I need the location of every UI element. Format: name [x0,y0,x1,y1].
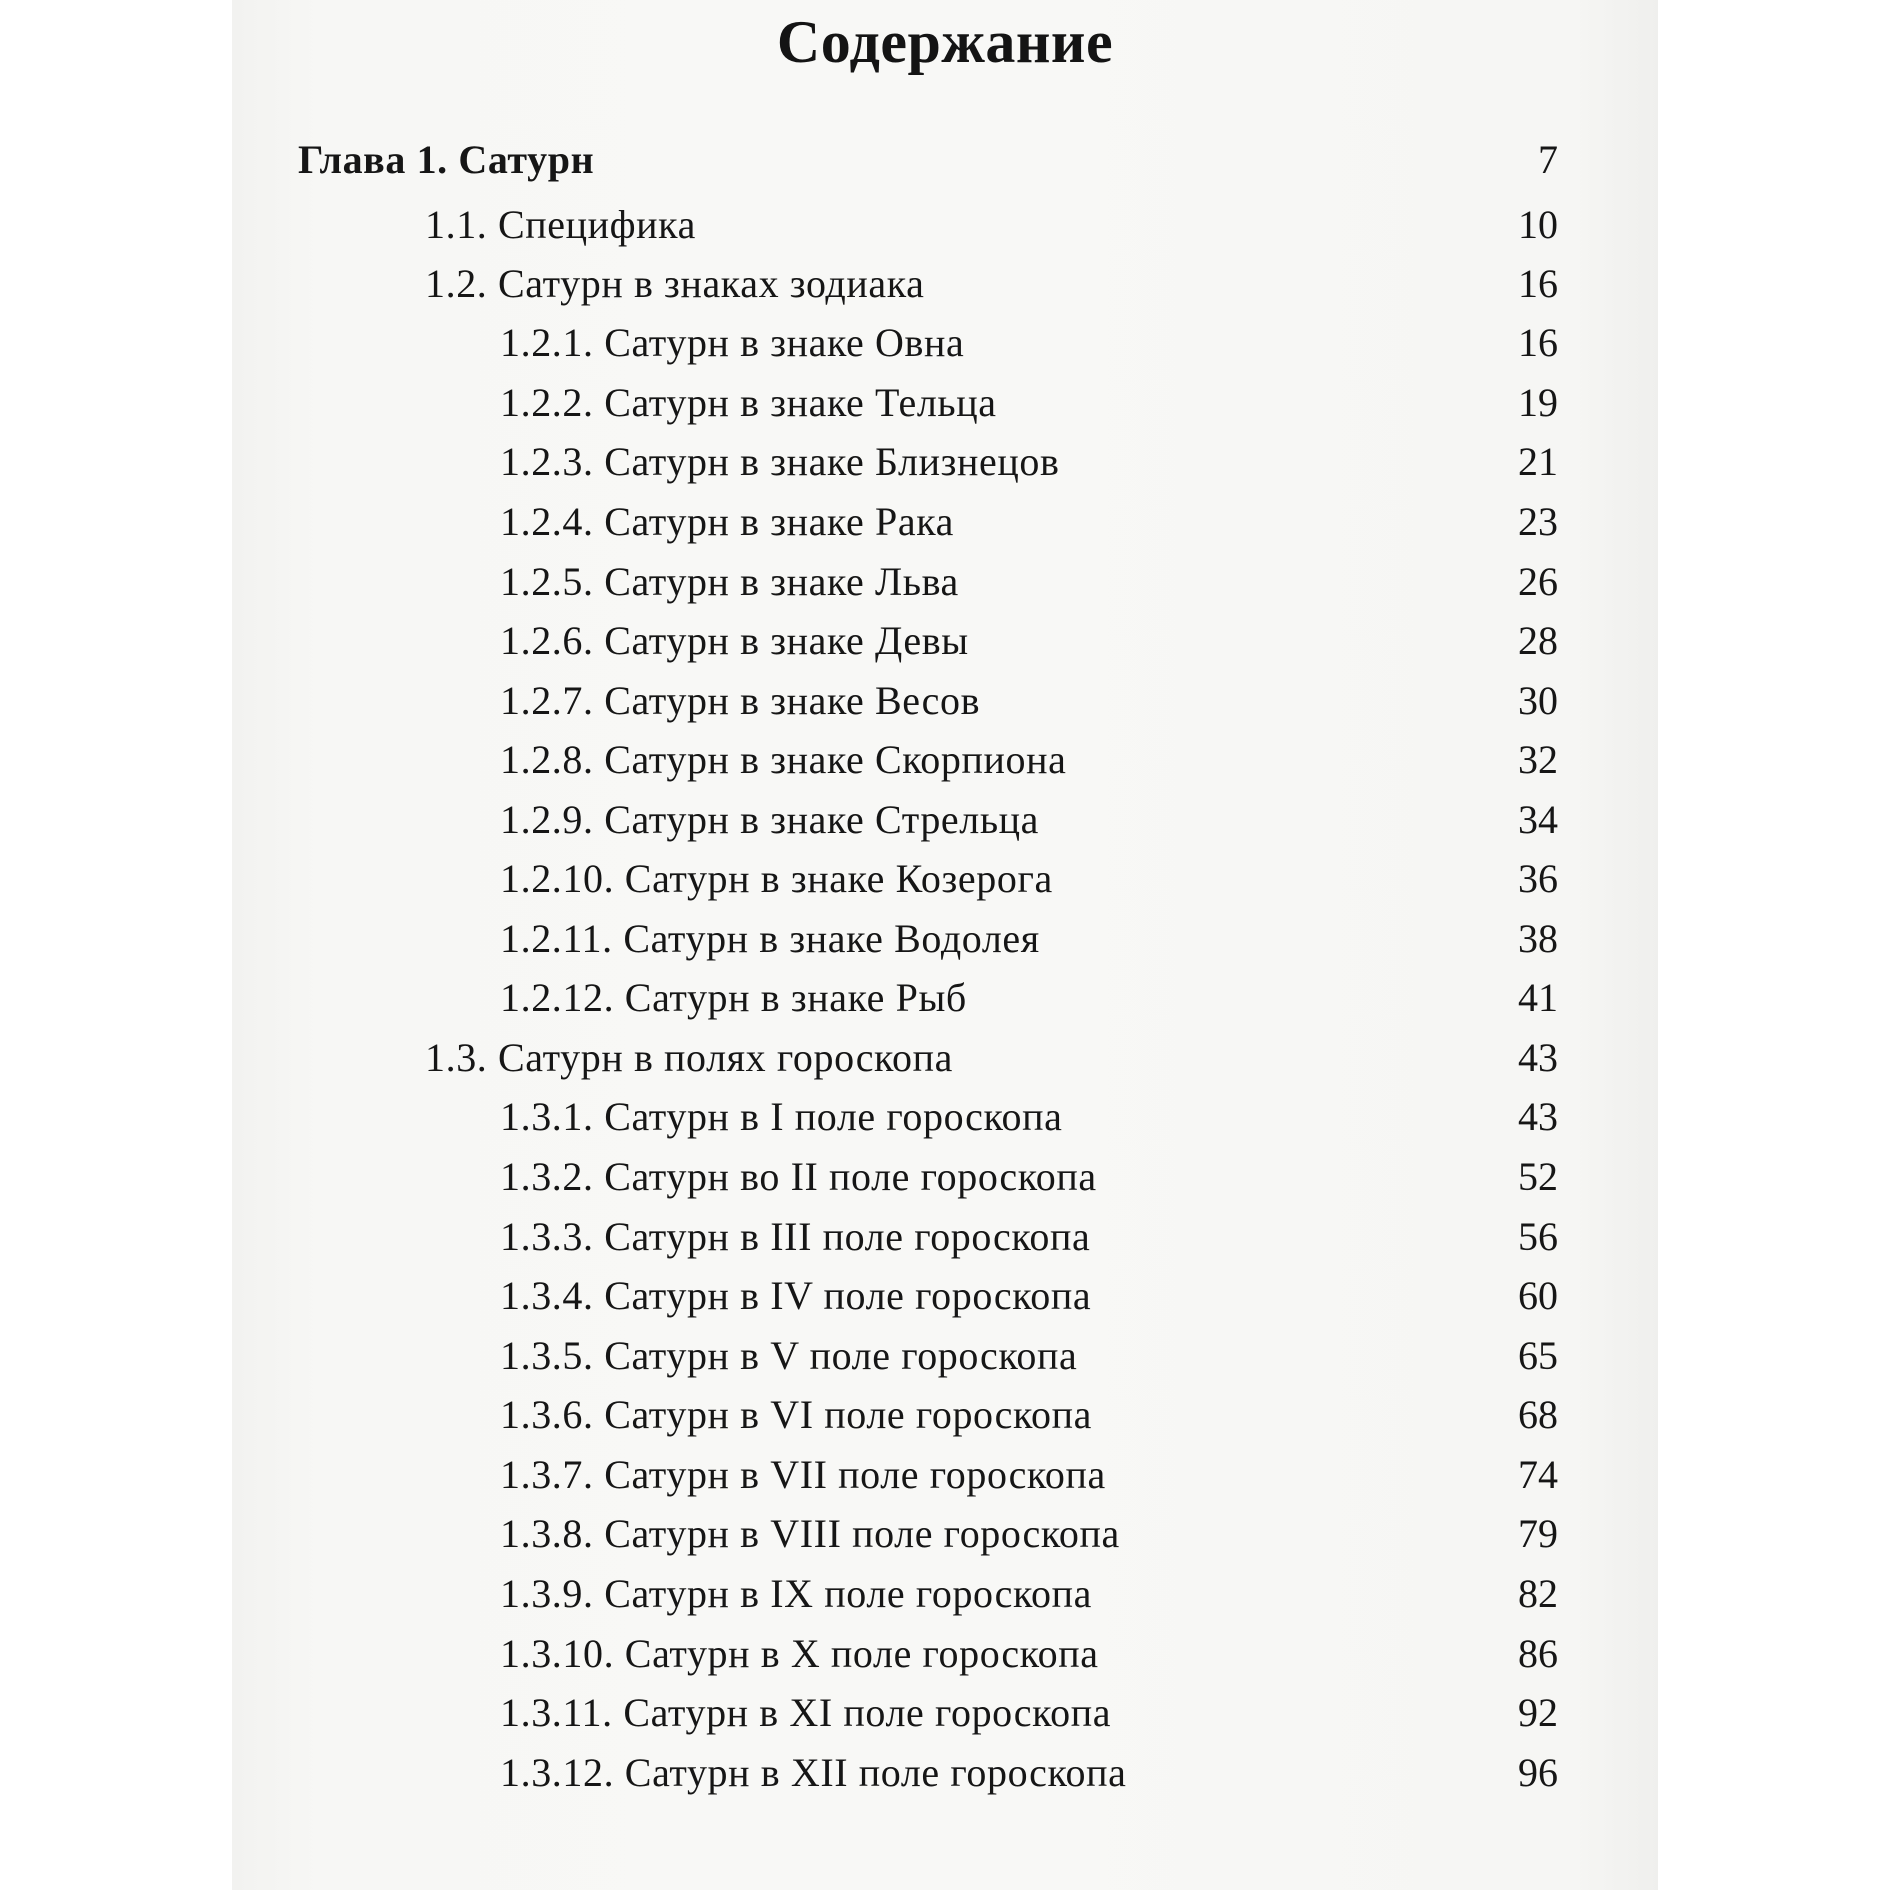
toc-entry-page: 60 [1518,1273,1558,1318]
toc-subsection-entry [232,1385,1658,1445]
toc-entry-page: 30 [1518,678,1558,723]
toc-entry-label: 1.3.10. Сатурн в X поле гороскопа [500,1631,1099,1676]
toc-subsection-entry [232,1564,1658,1624]
toc-entry-label: 1.3.8. Сатурн в VIII поле гороскопа [500,1511,1120,1556]
toc-entry-page: 38 [1518,916,1558,961]
toc-subsection-entry [232,1266,1658,1326]
toc-entry-page: 79 [1518,1511,1558,1556]
toc-entry-label: 1.3.6. Сатурн в VI поле гороскопа [500,1392,1092,1437]
toc-entry-page: 10 [1518,202,1558,247]
toc-entry-page: 65 [1518,1333,1558,1378]
toc-section-entry [232,254,1658,314]
toc-entry-label: 1.3.4. Сатурн в IV поле гороскопа [500,1273,1092,1318]
toc-chapter-entry [232,130,1658,190]
toc-subsection-entry [232,968,1658,1028]
toc-entry-page: 41 [1518,975,1558,1020]
toc-entry-page: 92 [1518,1690,1558,1735]
toc-subsection-entry [232,730,1658,790]
toc-entry-page: 86 [1518,1631,1558,1676]
toc-entry-page: 23 [1518,499,1558,544]
toc-section-entry [232,1028,1658,1088]
toc-entry-label: 1.2.5. Сатурн в знаке Льва [500,559,959,604]
toc-subsection-entry [232,1624,1658,1684]
toc-entry-page: 56 [1518,1214,1558,1259]
toc-entry-label: 1.2.6. Сатурн в знаке Девы [500,618,969,663]
toc-subsection-entry [232,1683,1658,1743]
toc-subsection-entry [232,1743,1658,1803]
toc-entry-label: 1.2.8. Сатурн в знаке Скорпиона [500,737,1067,782]
toc-subsection-entry [232,1147,1658,1207]
toc-subsection-entry [232,1445,1658,1505]
toc-subsection-entry [232,849,1658,909]
toc-section-entry [232,195,1658,255]
toc-entry-page: 36 [1518,856,1558,901]
toc-entry-page: 96 [1518,1750,1558,1795]
toc-subsection-entry [232,671,1658,731]
toc-entry-label: 1.2. Сатурн в знаках зодиака [425,261,925,306]
toc-entry-page: 52 [1518,1154,1558,1199]
toc-subsection-entry [232,1326,1658,1386]
toc-subsection-entry [232,492,1658,552]
toc-entry-label: 1.2.2. Сатурн в знаке Тельца [500,380,997,425]
toc-entry-page: 16 [1518,320,1558,365]
toc-entry-page: 43 [1518,1094,1558,1139]
page-title: Содержание [776,9,1114,75]
toc-entry-label: 1.2.1. Сатурн в знаке Овна [500,320,965,365]
toc-entry-page: 74 [1518,1452,1558,1497]
toc-entry-label: 1.3.5. Сатурн в V поле гороскопа [500,1333,1078,1378]
toc-subsection-entry [232,432,1658,492]
toc-entry-page: 19 [1518,380,1558,425]
toc-entry-page: 26 [1518,559,1558,604]
toc-entry-page: 21 [1518,439,1558,484]
toc-entry-label: 1.2.11. Сатурн в знаке Водолея [500,916,1040,961]
toc-entry-label: 1.2.3. Сатурн в знаке Близнецов [500,439,1060,484]
toc-entry-label: 1.3.2. Сатурн во II поле гороскопа [500,1154,1097,1199]
book-page [232,0,1658,1890]
toc-entry-label: 1.3.11. Сатурн в XI поле гороскопа [500,1690,1112,1735]
toc-subsection-entry [232,313,1658,373]
toc-entry-page: 82 [1518,1571,1558,1616]
toc-subsection-entry [232,1504,1658,1564]
toc-entry-label: 1.3.3. Сатурн в III поле гороскопа [500,1214,1091,1259]
toc-subsection-entry [232,909,1658,969]
toc-entry-label: 1.3.1. Сатурн в I поле гороскопа [500,1094,1063,1139]
toc-entry-label: 1.2.7. Сатурн в знаке Весов [500,678,981,723]
toc-entry-page: 16 [1518,261,1558,306]
toc-subsection-entry [232,373,1658,433]
toc-entry-label: 1.1. Специфика [425,202,696,247]
toc-entry-page: 7 [1538,137,1558,182]
toc-entry-label: 1.3.9. Сатурн в IX поле гороскопа [500,1571,1092,1616]
toc-subsection-entry [232,1087,1658,1147]
toc-entry-label: 1.3. Сатурн в полях гороскопа [425,1035,954,1080]
toc-entry-label: 1.3.7. Сатурн в VII поле гороскопа [500,1452,1106,1497]
toc-entry-page: 28 [1518,618,1558,663]
toc-subsection-entry [232,790,1658,850]
toc-entry-label: 1.2.4. Сатурн в знаке Рака [500,499,954,544]
toc-entry-label: 1.3.12. Сатурн в XII поле гороскопа [500,1750,1127,1795]
toc-entry-label: Глава 1. Сатурн [298,137,595,182]
toc-entry-page: 68 [1518,1392,1558,1437]
toc-subsection-entry [232,1207,1658,1267]
toc-entry-label: 1.2.9. Сатурн в знаке Стрельца [500,797,1040,842]
toc-entry-page: 34 [1518,797,1558,842]
toc-entry-page: 43 [1518,1035,1558,1080]
toc-entry-label: 1.2.10. Сатурн в знаке Козерога [500,856,1053,901]
toc-entry-label: 1.2.12. Сатурн в знаке Рыб [500,975,967,1020]
toc-subsection-entry [232,611,1658,671]
toc-entry-page: 32 [1518,737,1558,782]
toc-subsection-entry [232,552,1658,612]
